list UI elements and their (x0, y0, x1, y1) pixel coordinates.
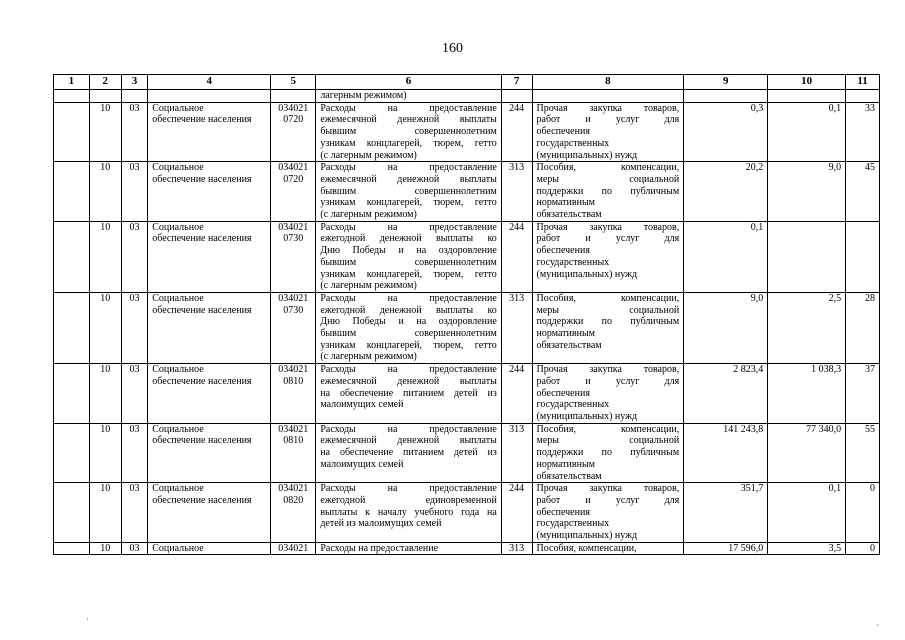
name-cell (148, 221, 271, 292)
cell-line: на обеспечение питанием детей из (320, 447, 497, 459)
amount-10-cell: 9,0 (768, 162, 846, 222)
col1-cell (54, 542, 90, 555)
table-row (54, 102, 880, 162)
percent-cell: 45 (846, 162, 880, 222)
cell-line: работ и услуг для (536, 375, 680, 387)
podrazdel-cell: 03 (121, 423, 148, 483)
cell-line: 0720 (283, 173, 304, 185)
cell-line: Социальное (152, 221, 204, 233)
cell-line: поддержки по публичным (536, 447, 680, 459)
amount-10-cell: 3,5 (768, 542, 846, 555)
cell-line: Пособия, компенсации, (536, 423, 680, 435)
expense-type-name-cell (532, 364, 684, 424)
podrazdel-cell: 03 (121, 483, 148, 543)
cell-line: поддержки по публичным (536, 316, 680, 328)
amount-9-cell: 20,2 (684, 162, 768, 222)
cell-line: Социальное (152, 292, 204, 304)
cell-line: Прочая закупка товаров, (536, 483, 680, 495)
cell-line: бывшим совершеннолетним (320, 328, 497, 340)
expense-type-cell: 244 (501, 102, 532, 162)
cell-line: обеспечение населения (152, 375, 252, 387)
cell-line: Социальное (152, 542, 204, 554)
name-cell (148, 483, 271, 543)
cell-line: обеспечение населения (152, 435, 252, 447)
cell-line: Дню Победы и на оздоровление (320, 316, 497, 328)
razdel-cell: 10 (89, 292, 121, 363)
cell-line: Расходы на предоставление (320, 102, 497, 114)
cell-line: ежегодной денежной выплаты ко (320, 233, 497, 245)
razdel-cell: 10 (89, 102, 121, 162)
cell-line: 0810 (283, 435, 304, 447)
col1-cell (54, 423, 90, 483)
cell-line: 034021 (278, 292, 309, 304)
razdel-cell: 10 (89, 221, 121, 292)
percent-cell: 0 (846, 542, 880, 555)
cell-line: нормативным (536, 197, 596, 209)
cell-line: Расходы на предоставление (320, 364, 497, 376)
amount-10-cell: 2,5 (768, 292, 846, 363)
cell-line: Расходы на предоставление (320, 221, 497, 233)
cell-line: 034021 (278, 102, 309, 114)
cell-line: (муниципальных) нужд (536, 410, 638, 422)
cell-line: 0730 (283, 304, 304, 316)
description-cell (316, 483, 501, 543)
cell-line: ежемесячной денежной выплаты (320, 375, 497, 387)
cell-line: на обеспечение питанием детей из (320, 387, 497, 399)
cell-line: 034021 (278, 221, 309, 233)
column-header: 4 (148, 75, 271, 90)
description-cell (316, 292, 501, 363)
continuation-row (54, 90, 880, 103)
amount-9-cell: 141 243,8 (684, 423, 768, 483)
table-row (54, 483, 880, 543)
cell-line: обеспечение населения (152, 173, 252, 185)
description-cell (316, 423, 501, 483)
cell-line: Пособия, компенсации, (536, 162, 680, 174)
cell-line: обеспечение населения (152, 233, 252, 245)
description-cell (316, 364, 501, 424)
cell-line: Социальное (152, 483, 204, 495)
percent-cell: 37 (846, 364, 880, 424)
cell-line: (муниципальных) нужд (536, 149, 638, 161)
percent-cell: 55 (846, 423, 880, 483)
cell-line: 034021 (278, 162, 309, 174)
cell-line: государственных (536, 518, 610, 530)
cell-line: Социальное (152, 162, 204, 174)
cell-line: ежегодной денежной выплаты ко (320, 304, 497, 316)
percent-cell: 0 (846, 483, 880, 543)
cell-line: узникам концлагерей, тюрем, гетто (320, 137, 497, 149)
header-row (54, 75, 880, 90)
col1-cell (54, 483, 90, 543)
podrazdel-cell: 03 (121, 162, 148, 222)
cell-line: обеспечение населения (152, 494, 252, 506)
description-cell (316, 102, 501, 162)
cell-line: Дню Победы и на оздоровление (320, 245, 497, 257)
name-cell (148, 162, 271, 222)
amount-9-cell: 17 596,0 (684, 542, 768, 555)
budget-table (53, 74, 880, 555)
cell-line: обязательствам (536, 470, 602, 482)
column-header: 8 (532, 75, 684, 90)
cell-line: Расходы на предоставление (320, 483, 497, 495)
razdel-cell: 10 (89, 542, 121, 555)
percent-cell: 28 (846, 292, 880, 363)
column-header: 5 (271, 75, 316, 90)
page-number: 160 (442, 41, 463, 56)
cell-line: обеспечение населения (152, 304, 252, 316)
podrazdel-cell: 03 (121, 542, 148, 555)
cell-line: государственных (536, 256, 610, 268)
col1-cell (54, 221, 90, 292)
column-header: 9 (684, 75, 768, 90)
cell-line: узникам концлагерей, тюрем, гетто (320, 268, 497, 280)
cell-line: 034021 (278, 542, 309, 554)
cell-line: работ и услуг для (536, 233, 680, 245)
cell-line: обеспечения (536, 245, 590, 257)
cell-line: бывшим совершеннолетним (320, 185, 497, 197)
razdel-cell: 10 (89, 423, 121, 483)
cell-line: обязательствам (536, 339, 602, 351)
column-header: 1 (54, 75, 90, 90)
amount-10-cell: 1 038,3 (768, 364, 846, 424)
expense-type-name-cell (532, 221, 684, 292)
cell-line: бывшим совершеннолетним (320, 256, 497, 268)
col1-cell (54, 162, 90, 222)
description-cell (316, 162, 501, 222)
cell-line: ежемесячной денежной выплаты (320, 435, 497, 447)
cell-line: обязательствам (536, 209, 602, 221)
description-cell (316, 542, 501, 555)
cell-line: 0820 (283, 494, 304, 506)
amount-10-cell (768, 221, 846, 292)
expense-type-cell: 313 (501, 292, 532, 363)
expense-type-cell: 313 (501, 162, 532, 222)
cell-line: Пособия, компенсации, (536, 292, 680, 304)
cell-line: ежемесячной денежной выплаты (320, 114, 497, 126)
description-cell (316, 221, 501, 292)
expense-type-cell: 313 (501, 423, 532, 483)
cell-line: Социальное (152, 423, 204, 435)
cell-line: Прочая закупка товаров, (536, 364, 680, 376)
amount-10-cell: 0,1 (768, 483, 846, 543)
expense-type-name-cell (532, 102, 684, 162)
col1-cell (54, 364, 90, 424)
continuation-text: лагерным режимом) (316, 90, 501, 103)
cell-line: государственных (536, 399, 610, 411)
cell-line: обеспечение населения (152, 114, 252, 126)
cell-line: Прочая закупка товаров, (536, 221, 680, 233)
expense-type-name-cell (532, 162, 684, 222)
percent-cell (846, 221, 880, 292)
cell-line: 0730 (283, 233, 304, 245)
cell-line: узникам концлагерей, тюрем, гетто (320, 197, 497, 209)
name-cell (148, 542, 271, 555)
percent-cell: 33 (846, 102, 880, 162)
scan-mark: · (86, 614, 89, 624)
cell-line: поддержки по публичным (536, 185, 680, 197)
cell-line: Социальное (152, 364, 204, 376)
name-cell (148, 102, 271, 162)
cell-line: (с лагерным режимом) (320, 351, 417, 363)
cell-line: государственных (536, 137, 610, 149)
cell-line: обеспечения (536, 506, 590, 518)
column-header: 10 (768, 75, 846, 90)
amount-9-cell: 2 823,4 (684, 364, 768, 424)
expense-type-name-cell (532, 542, 684, 555)
cell-line: Социальное (152, 102, 204, 114)
cell-line: (муниципальных) нужд (536, 268, 638, 280)
expense-type-cell: 244 (501, 483, 532, 543)
target-article-cell (271, 292, 316, 363)
cell-line: бывшим совершеннолетним (320, 126, 497, 138)
target-article-cell (271, 102, 316, 162)
amount-9-cell: 0,1 (684, 221, 768, 292)
table-row (54, 542, 880, 555)
table-row (54, 162, 880, 222)
cell-line: меры социальной (536, 173, 680, 185)
name-cell (148, 364, 271, 424)
cell-line: малоимущих семей (320, 399, 404, 411)
target-article-cell (271, 423, 316, 483)
razdel-cell: 10 (89, 483, 121, 543)
cell-line: (с лагерным режимом) (320, 280, 417, 292)
amount-9-cell: 9,0 (684, 292, 768, 363)
cell-line: 034021 (278, 364, 309, 376)
cell-line: (с лагерным режимом) (320, 209, 417, 221)
podrazdel-cell: 03 (121, 364, 148, 424)
target-article-cell (271, 364, 316, 424)
cell-line: Пособия, компенсации, (536, 542, 637, 554)
amount-10-cell: 0,1 (768, 102, 846, 162)
expense-type-name-cell (532, 483, 684, 543)
cell-line: Прочая закупка товаров, (536, 102, 680, 114)
column-header: 2 (89, 75, 121, 90)
amount-9-cell: 0,3 (684, 102, 768, 162)
podrazdel-cell: 03 (121, 221, 148, 292)
podrazdel-cell: 03 (121, 292, 148, 363)
cell-line: ежемесячной денежной выплаты (320, 173, 497, 185)
target-article-cell (271, 483, 316, 543)
cell-line: 0810 (283, 375, 304, 387)
cell-line: Расходы на предоставление (320, 423, 497, 435)
table-row (54, 292, 880, 363)
column-header: 6 (316, 75, 501, 90)
expense-type-cell: 244 (501, 221, 532, 292)
col1-cell (54, 102, 90, 162)
cell-line: обеспечения (536, 126, 590, 138)
name-cell (148, 292, 271, 363)
column-header: 3 (121, 75, 148, 90)
table-row (54, 423, 880, 483)
podrazdel-cell: 03 (121, 102, 148, 162)
razdel-cell: 10 (89, 162, 121, 222)
cell-line: Расходы на предоставление (320, 292, 497, 304)
cell-line: меры социальной (536, 435, 680, 447)
cell-line: обеспечения (536, 387, 590, 399)
expense-type-cell: 244 (501, 364, 532, 424)
target-article-cell (271, 162, 316, 222)
cell-line: работ и услуг для (536, 494, 680, 506)
cell-line: меры социальной (536, 304, 680, 316)
cell-line: Расходы на предоставление (320, 162, 497, 174)
expense-type-cell: 313 (501, 542, 532, 555)
cell-line: 034021 (278, 483, 309, 495)
name-cell (148, 423, 271, 483)
col1-cell (54, 292, 90, 363)
cell-line: 034021 (278, 423, 309, 435)
table-row (54, 221, 880, 292)
cell-line: (муниципальных) нужд (536, 530, 638, 542)
table-row (54, 364, 880, 424)
cell-line: 0720 (283, 114, 304, 126)
cell-line: детей из малоимущих семей (320, 518, 442, 530)
amount-10-cell: 77 340,0 (768, 423, 846, 483)
cell-line: нормативным (536, 328, 596, 340)
cell-line: работ и услуг для (536, 114, 680, 126)
expense-type-name-cell (532, 292, 684, 363)
cell-line: (с лагерным режимом) (320, 149, 417, 161)
cell-line: узникам концлагерей, тюрем, гетто (320, 339, 497, 351)
razdel-cell: 10 (89, 364, 121, 424)
amount-9-cell: 351,7 (684, 483, 768, 543)
column-header: 7 (501, 75, 532, 90)
expense-type-name-cell (532, 423, 684, 483)
scan-mark: · (876, 620, 879, 630)
target-article-cell (271, 542, 316, 555)
cell-line: нормативным (536, 458, 596, 470)
cell-line: ежегодной единовременной (320, 494, 497, 506)
cell-line: выплаты к началу учебного года на (320, 506, 497, 518)
column-header: 11 (846, 75, 880, 90)
target-article-cell (271, 221, 316, 292)
cell-line: Расходы на предоставление (320, 542, 439, 554)
cell-line: малоимущих семей (320, 458, 404, 470)
